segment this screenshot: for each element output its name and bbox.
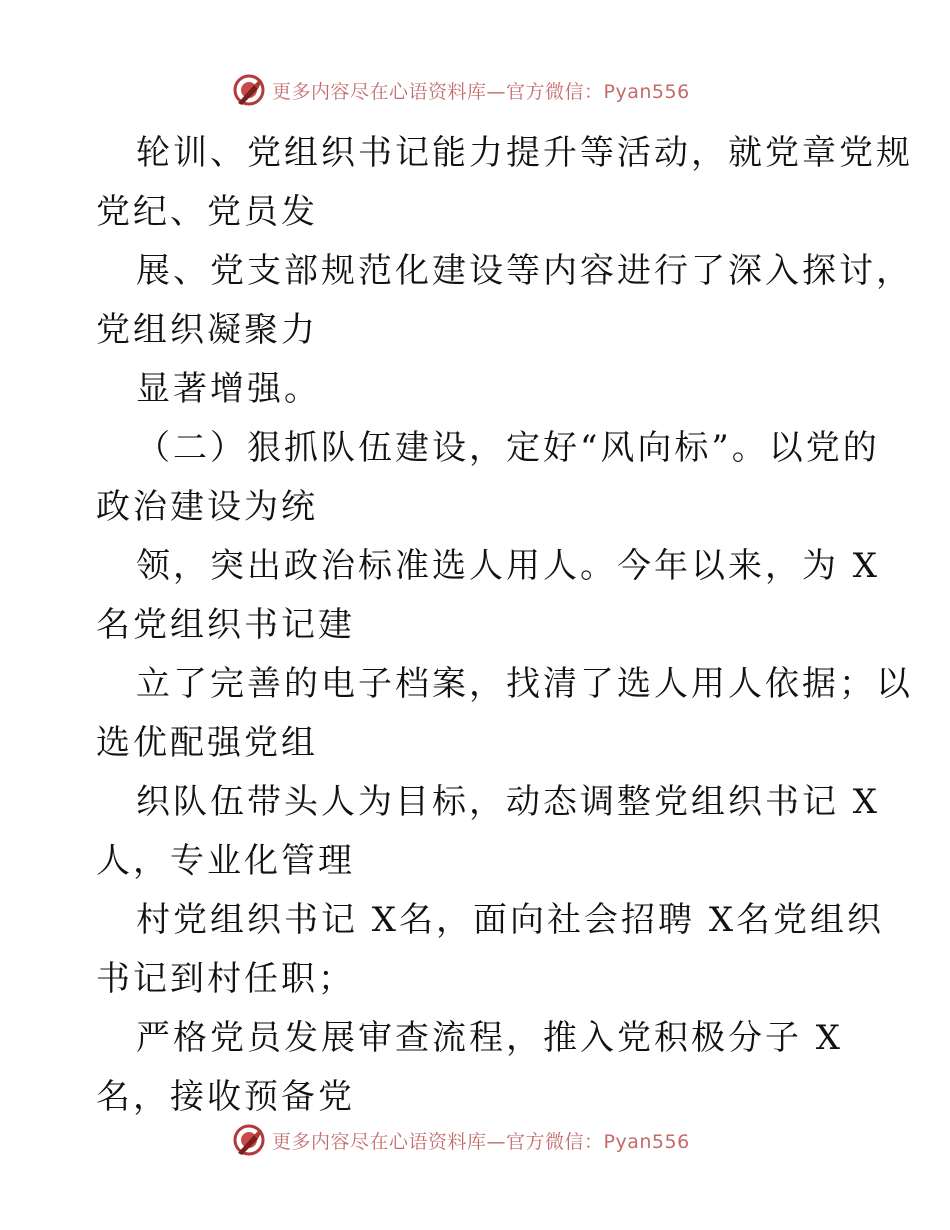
text-line: 村党组织书记 X名，面向社会招聘 X名党组织 [136,900,885,940]
text-line: 名，接收预备党 [96,1077,355,1117]
watermark-text: 更多内容尽在心语资料库—官方微信：Pyan556 [272,1130,690,1153]
pen-logo-icon [232,1123,266,1157]
document-body [96,124,913,1127]
header-watermark [232,70,690,110]
text-line: 严格党员发展审查流程，推入党积极分子 X [136,1018,844,1058]
text-line: 显著增强。 [136,369,321,409]
text-line: 轮训、党组织书记能力提升等活动，就党章党规 [136,133,913,173]
pen-logo-icon [232,73,266,107]
text-line: （二）狠抓队伍建设，定好“风向标”。以党的 [136,428,880,468]
text-line: 党纪、党员发 [96,192,318,232]
text-line: 展、党支部规范化建设等内容进行了深入探讨， [136,251,913,291]
text-line: 立了完善的电子档案，找清了选人用人依据；以 [136,664,913,704]
text-line: 书记到村任职； [96,959,355,999]
text-line: 选优配强党组 [96,723,318,763]
footer-watermark [232,1120,690,1160]
text-line: 党组织凝聚力 [96,310,318,350]
text-line: 领，突出政治标准选人用人。今年以来，为 X [136,546,881,586]
text-line: 人，专业化管理 [96,841,355,881]
watermark-text: 更多内容尽在心语资料库—官方微信：Pyan556 [272,80,690,103]
text-line: 政治建设为统 [96,487,318,527]
text-line: 名党组织书记建 [96,605,355,645]
text-line: 织队伍带头人为目标，动态调整党组织书记 X [136,782,881,822]
